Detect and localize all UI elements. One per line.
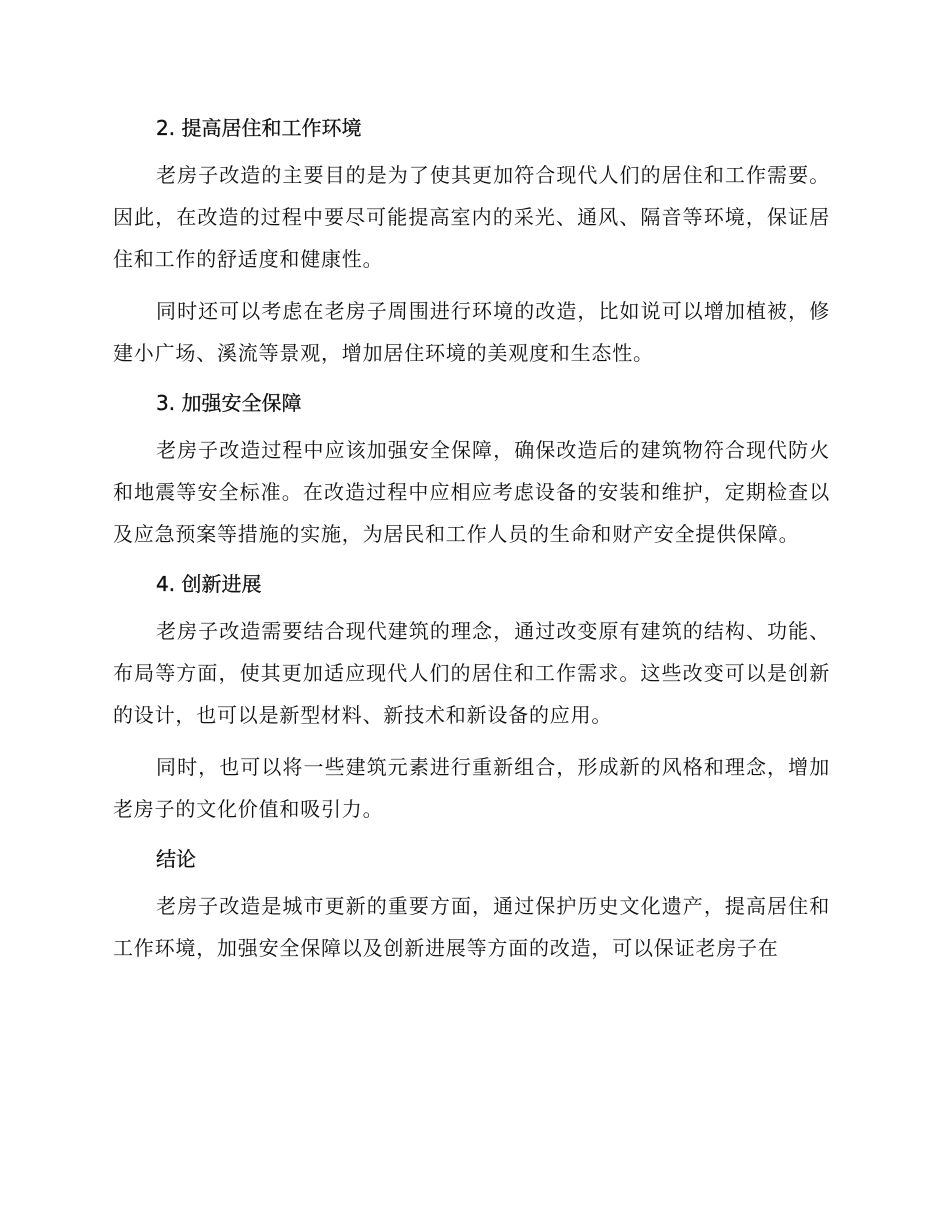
section-heading-2: 2. 提高居住和工作环境: [156, 116, 362, 140]
paragraph: 老房子改造过程中应该加强安全保障，确保改造后的建筑物符合现代防火和地震等安全标准。在改造过程中应相应考虑设备的安装和维护，定期检查以及应急预案等措施的实施，为居民和工作人员的生命和财产安全提供保障。: [113, 438, 830, 546]
paragraph: 老房子改造的主要目的是为了使其更加符合现代人们的居住和工作需要。因此，在改造的过程中要尽可能提高室内的采光、通风、隔音等环境，保证居住和工作的舒适度和健康性。: [113, 163, 830, 271]
paragraph: 同时还可以考虑在老房子周围进行环境的改造，比如说可以增加植被，修建小广场、溪流等景观，增加居住环境的美观度和生态性。: [113, 299, 830, 365]
paragraph: 同时，也可以将一些建筑元素进行重新组合，形成新的风格和理念，增加老房子的文化价值和吸引力。: [113, 755, 830, 821]
paragraph: 老房子改造是城市更新的重要方面，通过保护历史文化遗产，提高居住和工作环境，加强安全保障以及创新进展等方面的改造，可以保证老房子在: [113, 894, 830, 960]
section-heading-4: 4. 创新进展: [156, 572, 262, 596]
section-heading-3: 3. 加强安全保障: [156, 391, 302, 415]
document-body: [113, 108, 830, 969]
conclusion-heading: 结论: [156, 847, 196, 871]
paragraph: 老房子改造需要结合现代建筑的理念，通过改变原有建筑的结构、功能、布局等方面，使其更加适应现代人们的居住和工作需求。这些改变可以是创新的设计，也可以是新型材料、新技术和新设备的应用。: [113, 619, 830, 727]
